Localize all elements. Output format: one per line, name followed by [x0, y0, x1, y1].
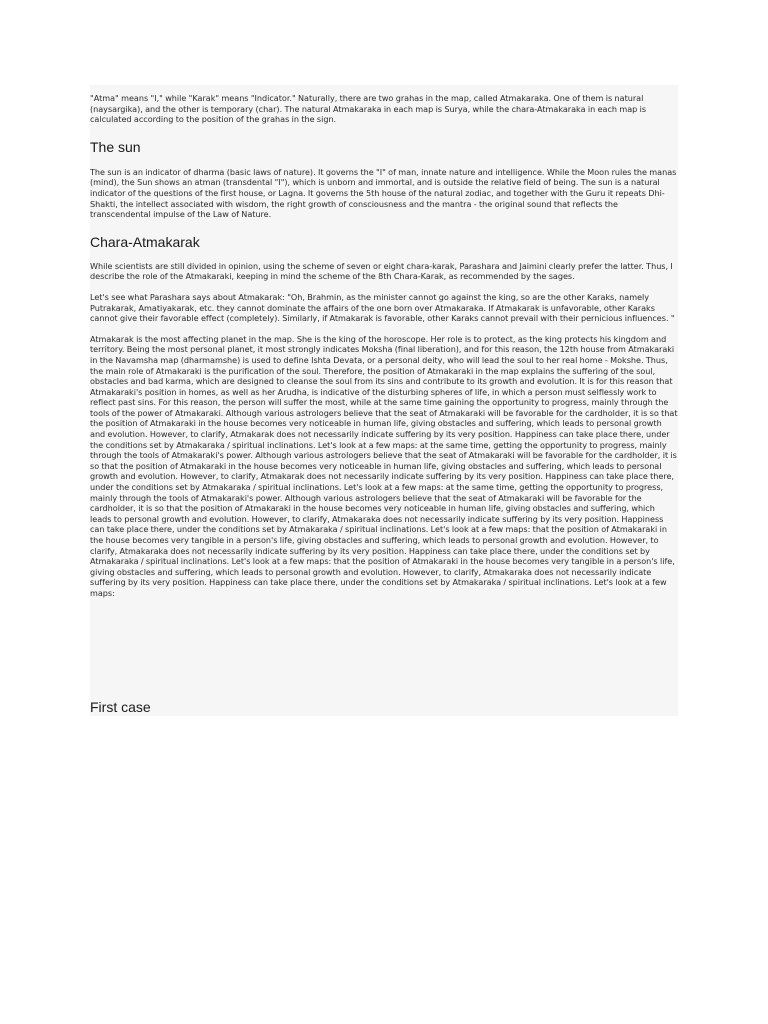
section-heading-chara-atmakarak: Chara-Atmakarak — [90, 233, 200, 250]
section-heading-first-case: First case — [90, 699, 151, 715]
chara-paragraph-2: Let's see what Parashara says about Atmakarak: "Oh, Brahmin, as the minister cannot go against the king, so are the other Karaks, namely Putrakarak, Amatiyakarak, etc. they cannot dominate the affairs of the one born over Atmakaraka. If Atmakarak is unfavorable, other Karaks cannot give their favorable effect (completely). Similarly, if Atmakarak is favorable, other Karaks cannot prevail with their pernicious influences. " — [90, 291, 675, 324]
sun-paragraph: The sun is an indicator of dharma (basic laws of nature). It governs the "I" of man, innate nature and intelligence. While the Moon rules the manas (mind), the Sun shows an atman (transdental "I"), which is unborn and immortal, and is outside the relative field of being. The sun is a natural indicator of the questions of the first house, or Lagna. It governs the 5th house of the natural zodiac, and together with the Guru it repeats Dhi-Shakti, the intellect associated with wisdom, the right growth of consciousness and the mantra - the original sound that reflects the transcendental impulse of the Law of Nature. — [90, 166, 677, 220]
chara-paragraph-1: While scientists are still divided in opinion, using the scheme of seven or eight chara-karak, Parashara and Jaimini clearly prefer the latter. Thus, I describe the role of the Atmakaraki, keeping in mind the scheme of the 8th Chara-Karak, as recommended by the sages. — [90, 260, 673, 282]
intro-paragraph: "Atma" means "I," while "Karak" means "Indicator." Naturally, there are two grahas in the map, called Atmakaraka. One of them is natural (naysargika), and the other is temporary (char). The natural Atmakaraka in each map is Surya, while the chara-Atmakaraka in each map is calculated according to the position of the grahas in the sign. — [90, 93, 647, 125]
section-heading-sun: The sun — [90, 138, 141, 155]
document-page — [90, 85, 678, 716]
chara-paragraph-3: Atmakarak is the most affecting planet in the map. She is the king of the horoscope. Her role is to protect, as the king protects his kingdom and territory. Being the most personal planet, it most strongly indicates Moksha (final liberation), and for this reason, the 12th house from Atmakaraki in the Navamsha map (dharmamshe) is used to define Ishta Devata, or a personal deity, who will lead the soul to her real home - Mokshe. Thus, the main role of Atmakaraki is the purification of the soul. Therefore, the position of Atmakaraki in the map explains the suffering of the soul, obstacles and bad karma, which are designed to cleanse the soul from its sins and contribute to its growth and evolution. It is for this reason that Atmakaraki's position in homes, as well as her Arudha, is indicative of the disturbing spheres of life, in which a person must selflessly work to reflect past sins. For this reason, the person will suffer the most, while at the same time gaining the opportunity to progress, mainly through the tools of the power of Atmakaraki. Although various astrologers believe that the seat of Atmakaraki will be favorable for the cardholder, it is so that the position of Atmakaraki in the house becomes very noticeable in human life, giving obstacles and suffering, which leads to personal growth and evolution. However, to clarify, Atmakarak does not necessarily indicate suffering by its very position. Happiness can take place there, under the conditions set by Atmakaraka / spiritual inclinations. Let's look at a few maps: at the same time, getting the opportunity to progress, mainly through the tools of Atmakaraki's power. Although various astrologers believe that the seat of Atmakaraki will be favorable for the cardholder, it is so that the position of Atmakaraki in the house becomes very noticeable in human life, giving obstacles and suffering, which leads to personal growth and evolution. However, to clarify, Atmakarak does not necessarily indicate suffering by its very position. Happiness can take place there, under the conditions set by Atmakaraka / spiritual inclinations. Let's look at a few maps: at the same time, getting the opportunity to progress, mainly through the tools of Atmakaraki's power. Although various astrologers believe that the seat of Atmakaraki will be favorable for the cardholder, it is so that the position of Atmakaraki in the house becomes very noticeable in human life, giving obstacles and suffering, which leads to personal growth and evolution. However, to clarify, Atmakaraka does not necessarily indicate suffering by its very position. Happiness can take place there, under the conditions set by Atmakaraka / spiritual inclinations. Let's look at a few maps: that the position of Atmakaraki in the house becomes very tangible in a person's life, giving obstacles and suffering, which leads to personal growth and evolution. However, to clarify, Atmakaraka does not necessarily indicate suffering by its very position. Happiness can take place there, under the conditions set by Atmakaraka / spiritual inclinations. Let's look at a few maps: that the position of Atmakaraki in the house becomes very tangible in a person's life, giving obstacles and suffering, which leads to personal growth and evolution. However, to clarify, Atmakaraka does not necessarily indicate suffering by its very position. Happiness can take place there, under the conditions set by Atmakaraka / spiritual inclinations. Let's look at a few maps: — [90, 333, 678, 598]
